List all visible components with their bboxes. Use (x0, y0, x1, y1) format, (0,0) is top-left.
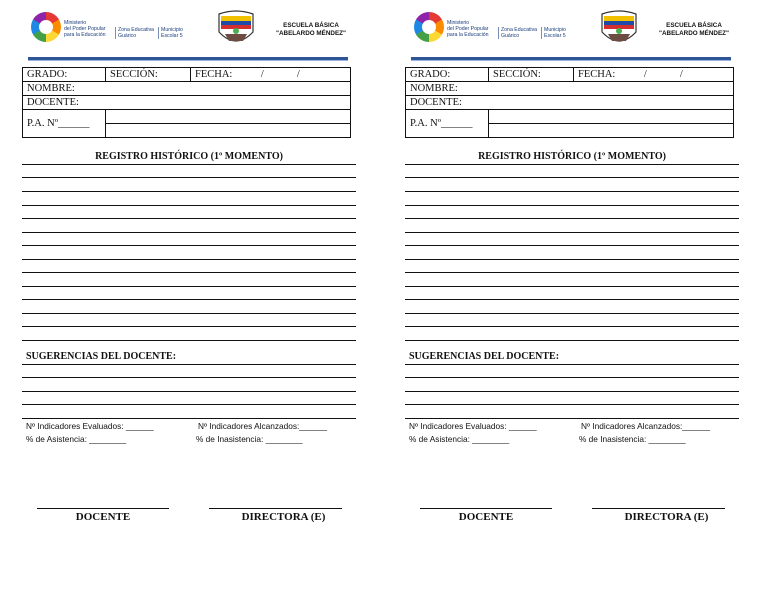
writing-line (22, 164, 356, 165)
form-header (22, 8, 360, 58)
writing-line (22, 340, 356, 341)
registro-title: REGISTRO HISTÓRICO (1º MOMENTO) (478, 151, 666, 162)
pa-field-2[interactable] (489, 124, 734, 138)
pa-field-1[interactable] (106, 110, 351, 124)
docente-signature-line (37, 508, 169, 509)
writing-line (405, 259, 739, 260)
sugerencias-title: SUGERENCIAS DEL DOCENTE: (26, 351, 177, 362)
nombre-cell[interactable]: NOMBRE: (406, 82, 734, 96)
school-name: ESCUELA BÁSICA "ABELARDO MÉNDEZ" (659, 22, 729, 37)
writing-line (405, 286, 739, 287)
student-info-table (22, 67, 351, 138)
docente-signature-line (420, 508, 552, 509)
fecha-cell[interactable]: FECHA: / / (574, 68, 734, 82)
writing-line (405, 164, 739, 165)
writing-line (22, 272, 356, 273)
writing-line (405, 377, 739, 378)
indicadores-alcanzados: Nº Indicadores Alcanzados:______ (581, 421, 710, 431)
writing-line (405, 391, 739, 392)
directora-signature-label: DIRECTORA (E) (241, 511, 326, 523)
ministry-logo-icon (31, 12, 61, 42)
header-divider-thin (411, 60, 731, 61)
grado-cell[interactable]: GRADO: (406, 68, 489, 82)
writing-line (22, 205, 356, 206)
header-divider-thin (28, 60, 348, 61)
registro-title: REGISTRO HISTÓRICO (1º MOMENTO) (95, 151, 283, 162)
grado-cell[interactable]: GRADO: (23, 68, 106, 82)
student-info-table (405, 67, 734, 138)
writing-line (22, 218, 356, 219)
form-panel-left (22, 0, 360, 594)
writing-line (22, 364, 356, 365)
writing-line (22, 326, 356, 327)
municipio-text: Municipio Escolar 5 (541, 27, 566, 39)
writing-line (22, 232, 356, 233)
writing-line (405, 232, 739, 233)
pa-cell[interactable]: P.A. Nº______ (23, 110, 106, 138)
school-name: ESCUELA BÁSICA "ABELARDO MÉNDEZ" (276, 22, 346, 37)
writing-line (405, 364, 739, 365)
writing-line (22, 299, 356, 300)
writing-line (405, 272, 739, 273)
writing-line (405, 418, 739, 419)
nombre-cell[interactable]: NOMBRE: (23, 82, 351, 96)
indicadores-evaluados: Nº Indicadores Evaluados: ______ (26, 421, 154, 431)
form-panel-right (405, 0, 743, 594)
pa-field-2[interactable] (106, 124, 351, 138)
ministry-logo-icon (414, 12, 444, 42)
directora-signature-line (209, 508, 342, 509)
writing-line (405, 205, 739, 206)
writing-line (22, 191, 356, 192)
writing-line (22, 313, 356, 314)
ministry-text: Ministerio del Poder Popular para la Educación (64, 20, 106, 38)
docente-signature-label: DOCENTE (75, 511, 131, 523)
writing-line (405, 177, 739, 178)
ministry-text: Ministerio del Poder Popular para la Educación (447, 20, 489, 38)
writing-line (405, 191, 739, 192)
inasistencia: % de Inasistencia: ________ (196, 434, 303, 444)
indicadores-evaluados: Nº Indicadores Evaluados: ______ (409, 421, 537, 431)
pa-cell[interactable]: P.A. Nº______ (406, 110, 489, 138)
writing-line (22, 245, 356, 246)
pa-field-1[interactable] (489, 110, 734, 124)
seccion-cell[interactable]: SECCIÓN: (106, 68, 191, 82)
seccion-cell[interactable]: SECCIÓN: (489, 68, 574, 82)
writing-line (405, 326, 739, 327)
writing-line (22, 418, 356, 419)
municipio-text: Municipio Escolar 5 (158, 27, 183, 39)
docente-cell[interactable]: DOCENTE: (406, 96, 734, 110)
writing-line (22, 259, 356, 260)
writing-line (405, 218, 739, 219)
writing-line (22, 391, 356, 392)
school-crest-icon (215, 10, 257, 48)
directora-signature-label: DIRECTORA (E) (624, 511, 709, 523)
zona-educativa-text: Zona Educativa Guárico (498, 27, 537, 39)
form-header (405, 8, 743, 58)
writing-line (405, 299, 739, 300)
asistencia: % de Asistencia: ________ (409, 434, 510, 444)
writing-line (22, 286, 356, 287)
writing-line (22, 404, 356, 405)
inasistencia: % de Inasistencia: ________ (579, 434, 686, 444)
writing-line (405, 245, 739, 246)
docente-signature-label: DOCENTE (458, 511, 514, 523)
indicadores-alcanzados: Nº Indicadores Alcanzados:______ (198, 421, 327, 431)
writing-line (22, 177, 356, 178)
writing-line (405, 404, 739, 405)
writing-line (405, 340, 739, 341)
fecha-cell[interactable]: FECHA: / / (191, 68, 351, 82)
writing-line (22, 377, 356, 378)
zona-educativa-text: Zona Educativa Guárico (115, 27, 154, 39)
sugerencias-title: SUGERENCIAS DEL DOCENTE: (409, 351, 560, 362)
docente-cell[interactable]: DOCENTE: (23, 96, 351, 110)
writing-line (405, 313, 739, 314)
school-crest-icon (598, 10, 640, 48)
directora-signature-line (592, 508, 725, 509)
asistencia: % de Asistencia: ________ (26, 434, 127, 444)
